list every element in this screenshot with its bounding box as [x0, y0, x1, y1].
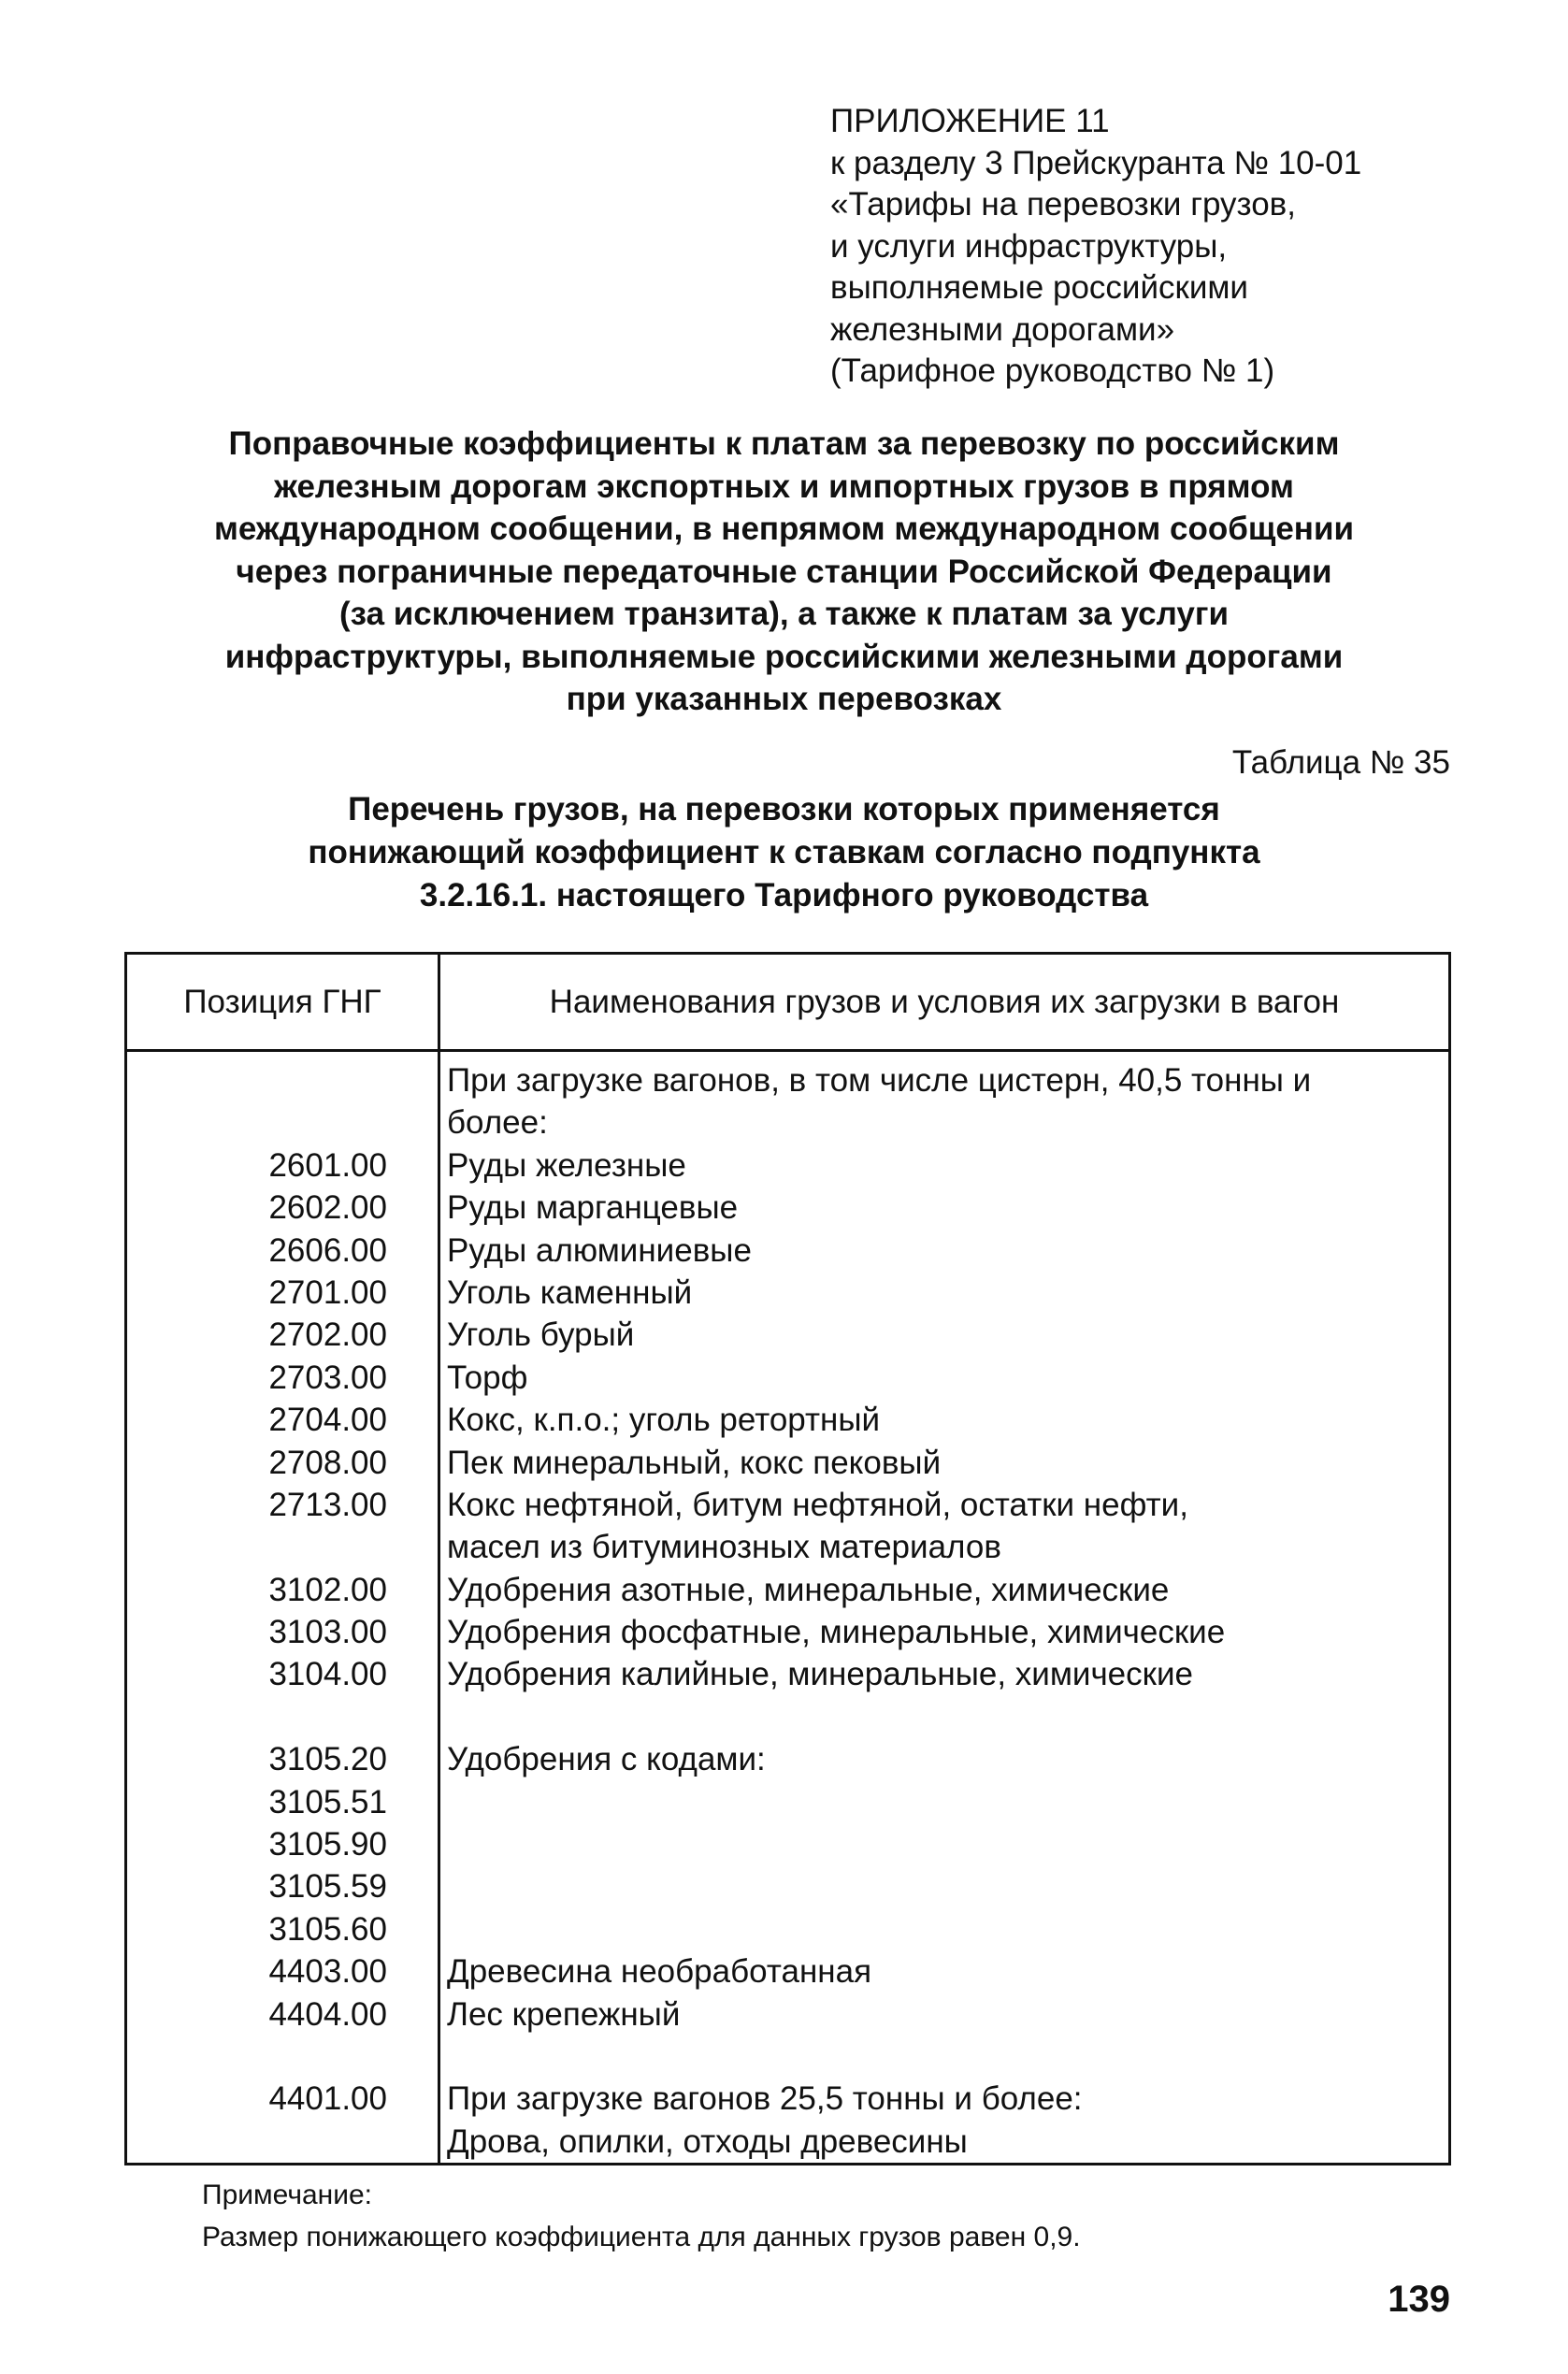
position-code: 2606.00 — [268, 1231, 387, 1269]
main-title-line: Поправочные коэффициенты к платам за перевозку по российским — [228, 425, 1340, 462]
header-cargo-name: Наименования грузов и условия их загрузки в вагон — [549, 983, 1340, 1020]
appendix-line: ПРИЛОЖЕНИЕ 11 — [830, 103, 1110, 139]
table-title — [150, 788, 1418, 917]
main-title-line: через пограничные передаточные станции Российской Федерации — [236, 553, 1332, 590]
main-title-line: международном сообщении, в непрямом международном сообщении — [214, 511, 1354, 547]
position-code: 2601.00 — [268, 1146, 387, 1184]
cargo-name: При загрузке вагонов, в том числе цистерн, 40,5 тонны и — [447, 1062, 1312, 1099]
cargo-name-column — [447, 1059, 1447, 2163]
cargo-name — [447, 1696, 1447, 1738]
position-code: 2713.00 — [268, 1486, 387, 1523]
cargo-name — [447, 1823, 1447, 1865]
note — [202, 2174, 1081, 2258]
cargo-name: Уголь каменный — [447, 1273, 693, 1311]
main-title — [94, 423, 1474, 721]
main-title-line: (за исключением транзита), а также к платам за услуги — [339, 596, 1229, 632]
appendix-line: (Тарифное руководство № 1) — [830, 353, 1275, 389]
appendix-line: «Тарифы на перевозки грузов, — [830, 186, 1296, 223]
cargo-name: Руды марганцевые — [447, 1189, 739, 1227]
position-code: 3105.59 — [268, 1868, 387, 1906]
note-text: Размер понижающего коэффициента для данных грузов равен 0,9. — [202, 2222, 1081, 2252]
position-code: 3103.00 — [268, 1614, 387, 1651]
position-code: 2708.00 — [268, 1444, 387, 1481]
position-code — [127, 1526, 438, 1568]
position-code: 2702.00 — [268, 1316, 387, 1354]
position-code: 4404.00 — [268, 1995, 387, 2033]
cargo-name: Пек минеральный, кокс пековый — [447, 1444, 942, 1481]
cargo-name: Уголь бурый — [447, 1316, 635, 1354]
cargo-name: При загрузке вагонов 25,5 тонны и более: — [447, 2080, 1083, 2118]
main-title-line: при указанных перевозках — [566, 681, 1002, 717]
position-code: 2704.00 — [268, 1402, 387, 1439]
table-label: Таблица № 35 — [1231, 744, 1450, 781]
appendix-line: железными дорогами» — [830, 310, 1175, 348]
position-code — [127, 2036, 438, 2078]
main-title-line: инфраструктуры, выполняемые российскими железными дорогами — [224, 638, 1344, 675]
table-title-line: 3.2.16.1. настоящего Тарифного руководства — [419, 877, 1149, 914]
appendix-line: выполняемые российскими — [830, 269, 1248, 306]
position-code: 3102.00 — [268, 1571, 387, 1608]
cargo-name: Руды железные — [447, 1146, 686, 1184]
cargo-name: Дрова, опилки, отходы древесины — [447, 2122, 968, 2160]
cargo-name — [447, 1908, 1447, 1950]
position-code — [127, 1696, 438, 1738]
position-code: 2703.00 — [268, 1359, 387, 1396]
position-code — [127, 2121, 438, 2163]
position-code — [127, 1059, 438, 1101]
position-code: 2701.00 — [268, 1273, 387, 1311]
appendix-line: и услуги инфраструктуры, — [830, 227, 1228, 265]
cargo-name: Лес крепежный — [447, 1995, 681, 2033]
position-code: 3104.00 — [268, 1656, 387, 1693]
header-position: Позиция ГНГ — [183, 983, 381, 1020]
cargo-name: Удобрения калийные, минеральные, химические — [447, 1656, 1193, 1693]
cargo-name: Удобрения азотные, минеральные, химические — [447, 1571, 1170, 1608]
cargo-name: масел из битуминозных материалов — [447, 1529, 1001, 1566]
table-title-line: Перечень грузов, на перевозки которых применяется — [348, 791, 1220, 827]
position-code: 3105.60 — [268, 1910, 387, 1948]
cargo-name: Руды алюминиевые — [447, 1231, 752, 1269]
column-divider — [438, 955, 440, 2163]
cargo-name: Торф — [447, 1359, 528, 1396]
cargo-name: Удобрения с кодами: — [447, 1741, 766, 1778]
table-title-line: понижающий коэффициент к ставкам согласно подпункта — [308, 834, 1260, 870]
cargo-name: Кокс, к.п.о.; уголь ретортный — [447, 1402, 881, 1439]
position-code: 3105.90 — [268, 1826, 387, 1863]
position-code: 3105.51 — [268, 1783, 387, 1820]
cargo-name: Удобрения фосфатные, минеральные, химические — [447, 1614, 1226, 1651]
cargo-name — [447, 1781, 1447, 1823]
main-title-line: железным дорогам экспортных и импортных грузов в прямом — [274, 468, 1294, 505]
position-code: 4401.00 — [268, 2080, 387, 2118]
cargo-name — [447, 2036, 1447, 2078]
appendix-line: к разделу 3 Прейскуранта № 10-01 — [830, 144, 1362, 181]
page-number: 139 — [1388, 2279, 1450, 2320]
position-code: 3105.20 — [268, 1741, 387, 1778]
position-code — [127, 1101, 438, 1144]
note-label: Примечание: — [202, 2180, 372, 2210]
cargo-name: Кокс нефтяной, битум нефтяной, остатки нефти, — [447, 1486, 1188, 1523]
cargo-name: более: — [447, 1104, 548, 1142]
position-code: 2602.00 — [268, 1189, 387, 1227]
header-divider — [127, 1049, 1448, 1052]
appendix-header — [830, 101, 1485, 393]
cargo-name — [447, 1865, 1447, 1907]
cargo-table — [124, 952, 1451, 2165]
cargo-name: Древесина необработанная — [447, 1953, 872, 1991]
position-column — [127, 1059, 438, 2163]
position-code: 4403.00 — [268, 1953, 387, 1991]
